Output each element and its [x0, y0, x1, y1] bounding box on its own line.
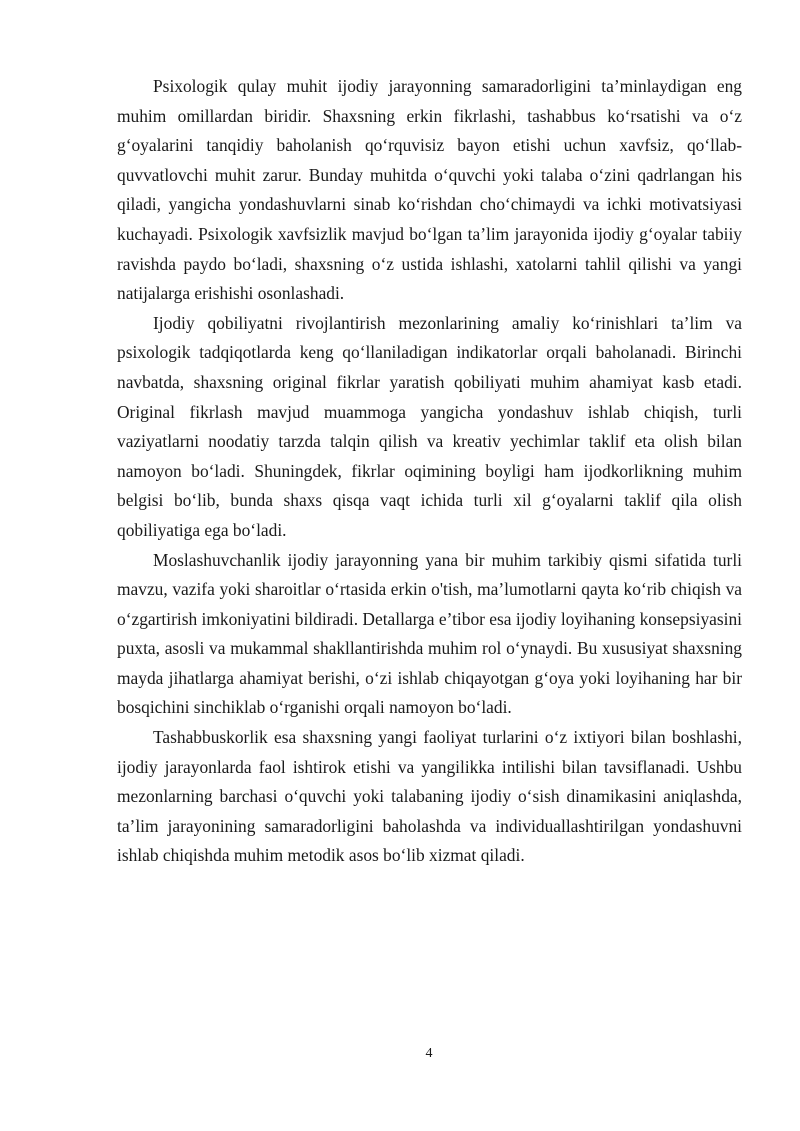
body-text [117, 72, 742, 871]
paragraph-flexibility: Moslashuvchanlik ijodiy jarayonning yana bir muhim tarkibiy qismi sifatida turli mavzu, vazifa yoki sharoitlar o‘rtasida erkin o'tish, ma’lumotlarni qayta ko‘rib chiqish va o‘zgartirish imkoniyatini bildiradi. Detallarga e’tibor esa ijodiy loyihaning konsepsiyasini puxta, asosli va mukammal shakllantirishda muhim rol o‘ynaydi. Bu xususiyat shaxsning mayda jihatlarga ahamiyat berishi, o‘zi ishlab chiqayotgan g‘oya yoki loyihaning har bir bosqichini sinchiklab o‘rganishi orqali namoyon bo‘ladi. [117, 549, 742, 718]
paragraph-creativity-criteria: Ijodiy qobiliyatni rivojlantirish mezonlarining amaliy ko‘rinishlari ta’lim va psixologik tadqiqotlarda keng qo‘llaniladigan indikatorlar orqali baholanadi. Birinchi navbatda, shaxsning original fikrlar yaratish qobiliyati muhim ahamiyat kasb etadi. Original fikrlash mavjud muammoga yangicha yondashuv ishlab chiqish, turli vaziyatlarni noodatiy tarzda talqin qilish va kreativ yechimlar taklif eta olish bilan namoyon bo‘ladi. Shuningdek, fikrlar oqimining boyligi ham ijodkorlikning muhim belgisi bo‘lib, bunda shaxs qisqa vaqt ichida turli xil g‘oyalarni taklif qila olish qobiliyatiga ega bo‘ladi. [117, 312, 742, 540]
paragraph-psychological-environment: Psixologik qulay muhit ijodiy jarayonning samaradorligini ta’minlaydigan eng muhim omillardan biridir. Shaxsning erkin fikrlashi, tashabbus ko‘rsatishi va o‘z g‘oyalarini tanqidiy baholanish qo‘rquvisiz bayon etishi uchun xavfsiz, qo‘llab-quvvatlovchi muhit zarur. Bunday muhitda o‘quvchi yoki talaba o‘zini qadrlangan his qiladi, yangicha yondashuvlarni sinab ko‘rishdan cho‘chimaydi va ichki motivatsiyasi kuchayadi. Psixologik xavfsizlik mavjud bo‘lgan ta’lim jarayonida ijodiy g‘oyalar tabiiy ravishda paydo bo‘ladi, shaxsning o‘z ustida ishlashi, xatolarni tahlil qilishi va yangi natijalarga erishishi osonlashadi. [117, 76, 742, 304]
page-number: 4 [425, 1046, 433, 1061]
paragraph-initiative: Tashabbuskorlik esa shaxsning yangi faoliyat turlarini o‘z ixtiyori bilan boshlashi, ijodiy jarayonlarda faol ishtirok etishi va yangilikka intilishi bilan tavsiflanadi. Ushbu mezonlarning barchasi o‘quvchi yoki talabaning ijodiy o‘sish dinamikasini aniqlashda, ta’lim jarayonining samaradorligini baholashda va individuallashtirilgan yondashuvni ishlab chiqishda muhim metodik asos bo‘lib xizmat qiladi. [117, 727, 742, 866]
